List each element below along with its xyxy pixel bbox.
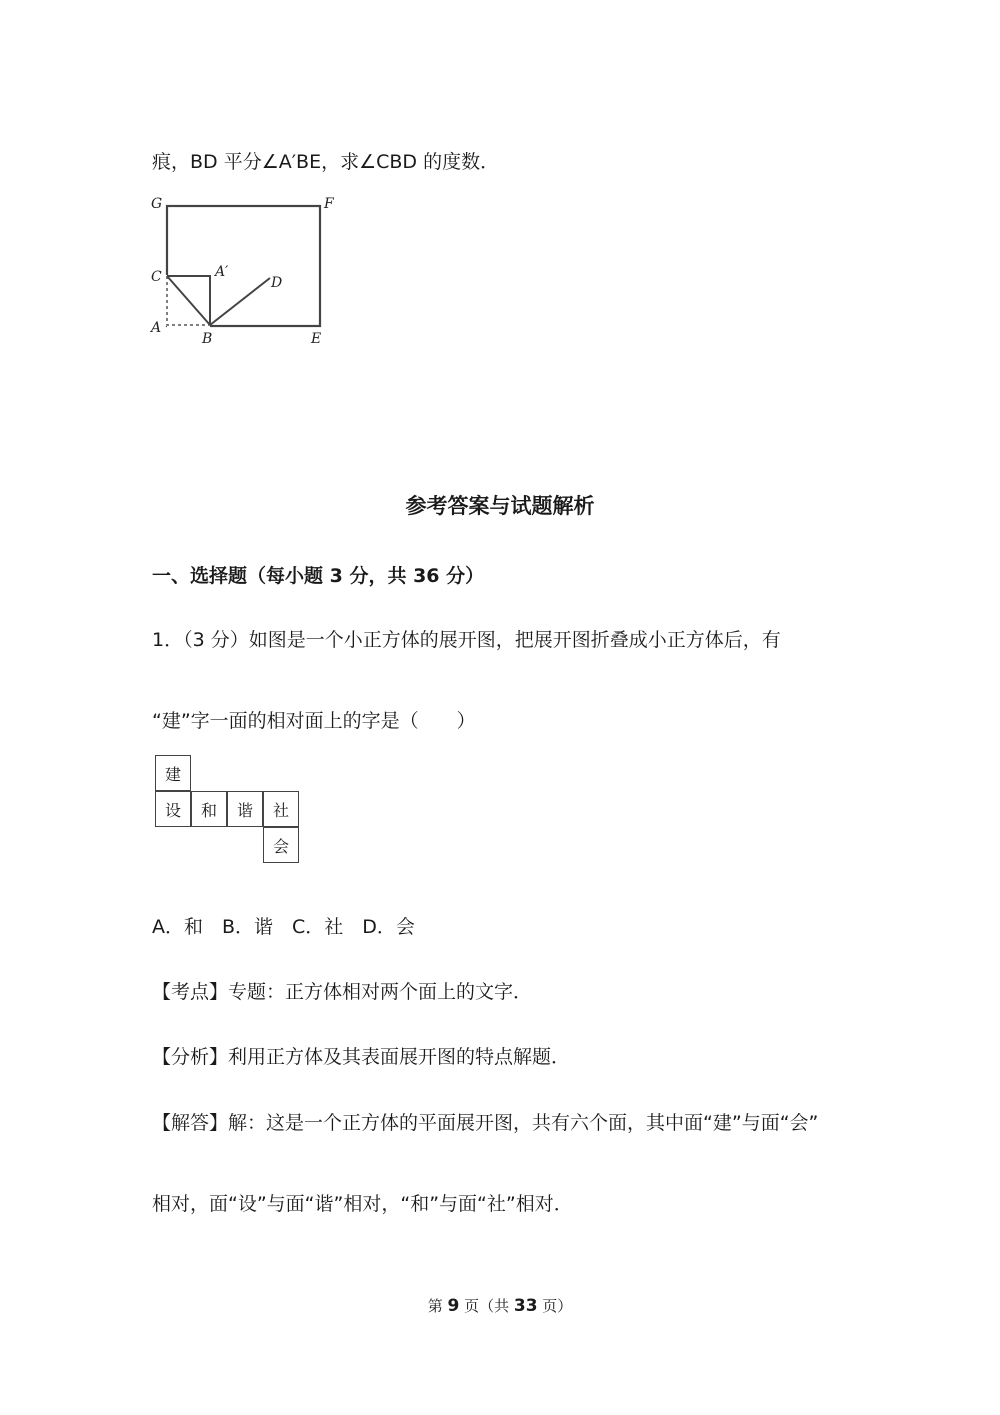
fold-line-cb <box>167 276 210 325</box>
cube-net <box>155 755 305 865</box>
part-heading: 一、选择题（每小题 3 分，共 36 分） <box>152 565 485 587</box>
label-a: A <box>151 320 162 336</box>
section-title: 参考答案与试题解析 <box>405 494 595 518</box>
label-b: B <box>202 331 213 347</box>
rectangle-gfeb <box>167 206 320 326</box>
net-cell-she2: 社 <box>263 791 299 827</box>
fenxi-text: 利用正方体及其表面展开图的特点解题． <box>228 1046 571 1068</box>
fenxi-line <box>152 1042 570 1069</box>
label-a-prime: A′ <box>215 264 229 280</box>
answer-options: A．和 B．谐 C．社 D．会 <box>152 916 415 938</box>
question-line-1: 1．（3 分）如图是一个小正方体的展开图，把展开图折叠成小正方体后，有 <box>152 629 781 651</box>
footer-page-number: 9 <box>447 1296 460 1316</box>
net-cell-she: 设 <box>155 791 191 827</box>
jieda-text-1: 解：这是一个正方体的平面展开图，共有六个面，其中面“建”与面“会” <box>228 1112 819 1134</box>
footer-total-pages: 33 <box>513 1296 538 1316</box>
jieda-line-2: 相对，面“设”与面“谐”相对，“和”与面“社”相对． <box>152 1193 573 1215</box>
footer-suffix: 页） <box>537 1297 573 1315</box>
page-footer <box>0 1295 1000 1316</box>
footer-prefix: 第 <box>427 1297 448 1315</box>
fenxi-tag: 【分析】 <box>152 1046 229 1068</box>
label-e: E <box>311 331 322 347</box>
jieda-tag: 【解答】 <box>152 1112 229 1134</box>
kaodian-line <box>152 977 532 1004</box>
net-cell-hui: 会 <box>263 827 299 863</box>
label-f: F <box>324 196 334 212</box>
label-g: G <box>151 196 163 212</box>
geometry-figure <box>140 188 360 353</box>
net-cell-he: 和 <box>191 791 227 827</box>
bisector-bd <box>210 278 270 325</box>
label-c: C <box>151 269 162 285</box>
intro-line: 痕，BD 平分∠A′BE，求∠CBD 的度数． <box>152 151 500 173</box>
label-d: D <box>271 275 283 291</box>
kaodian-text: 专题：正方体相对两个面上的文字． <box>228 981 533 1003</box>
net-cell-jian: 建 <box>155 755 191 791</box>
net-cell-xie: 谐 <box>227 791 263 827</box>
kaodian-tag: 【考点】 <box>152 981 229 1003</box>
footer-mid: 页（共 <box>459 1297 514 1315</box>
question-line-2: “建”字一面的相对面上的字是（ ） <box>152 710 476 732</box>
jieda-line-1 <box>152 1108 818 1135</box>
